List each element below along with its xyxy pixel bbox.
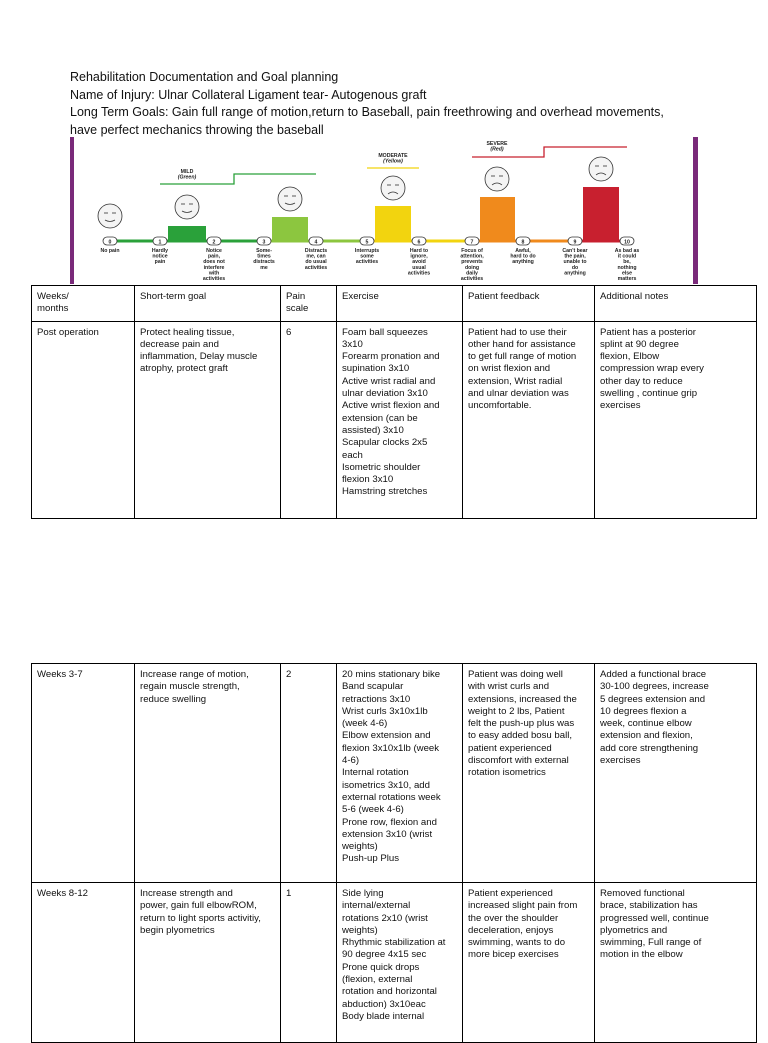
scale-description: matters [617,276,637,282]
face-outline [278,187,302,211]
scale-description: some [360,253,374,260]
face-icon [381,176,405,200]
scale-description: As bad as [614,248,640,254]
scale-bar [272,217,308,241]
scale-bar [375,206,411,241]
row-notes: Added a functional brace 30-100 degrees, increase 5 degrees extension and 10 degrees flexion a week, continue elbow extension and flexion, add core strengthening exercises [595,664,757,883]
scale-baseline-segment [417,239,474,246]
scale-description: Notice [206,248,222,254]
scale-description: attention, [460,253,484,260]
row-notes: Patient has a posterior splint at 90 degree flexion, Elbow compression wrap every other day to reduce swelling , continue grip exercises [595,321,757,518]
rehab-table-page2 [31,663,757,1043]
header-pain: Pain scale [281,286,337,322]
scale-description: activities [460,276,484,282]
pain-scale-figure [70,137,698,284]
scale-baseline-segment [365,239,421,246]
face-icon [175,195,199,219]
face-outline [98,204,122,228]
row-weeks: Post operation [32,321,135,518]
scale-description: it could [617,253,637,260]
scale-description: do usual [305,259,327,266]
row-pain: 1 [281,883,337,1043]
scale-description: activities [202,276,226,282]
scale-description: Awful, [515,248,531,254]
row-feedback: Patient had to use their other hand for assistance to get full range of motion on wrist flexion and extension, Wrist radial and ulnar deviation was uncomfortable. [463,321,595,518]
row-goal: Protect healing tissue, decrease pain and inflammation, Delay muscle atrophy, protect graft [135,321,281,518]
row-notes: Removed functional brace, stabilization has progressed well, continue plyometrics and swimming, Full range of motion in the elbow [595,883,757,1043]
scale-description: Some- [256,248,272,254]
scale-description: distracts [253,259,275,266]
scale-description: times [257,253,271,260]
scale-description: activities [304,264,328,271]
row-goal: Increase range of motion, regain muscle strength, reduce swelling [135,664,281,883]
scale-description: avoid [412,259,426,266]
scale-baseline-segment [212,239,266,246]
long-term-goals-continued: have perfect mechanics throwing the baseball [70,122,324,137]
scale-category-sub: (Red) [490,146,504,153]
scale-description: ignore, [410,253,428,260]
header-weeks: Weeks/ months [32,286,135,322]
scale-description: me, can [306,253,326,260]
row-exercise: 20 mins stationary bike Band scapular retractions 3x10 Wrist curls 3x10x1lb (week 4-6) Elbow extension and flexion 3x10x1lb (week 4-6) Internal rotation isometrics 3x10, add external rotations week 5-6 (week 4-6) Prone row, flexion and extension 3x10 (wrist weights) Push-up Plus [337,664,463,883]
scale-number: 0 [108,239,112,246]
scale-baseline-segment [470,239,525,246]
long-term-goals: Long Term Goals: Gain full range of motion,return to Baseball, pain freethrowing and overhead movements, [70,105,664,119]
scale-description: pain, [207,253,221,260]
scale-baseline-segment [521,239,577,246]
face-outline [381,176,405,200]
scale-number: 10 [624,239,630,246]
scale-number: 9 [573,239,577,246]
scale-description: anything [564,270,586,277]
face-icon [485,167,509,191]
row-feedback: Patient experienced increased slight pain from the over the shoulder deceleration, enjoys swimming, wants to do more bicep exercises [463,883,595,1043]
scale-number: 3 [262,239,266,246]
row-exercise: Side lying internal/external rotations 2x10 (wrist weights) Rhythmic stabilization at 90 degree 4x15 sec Prone quick drops (flexion, external rotation and horizontal abduction) 3x10eac Body blade internal [337,883,463,1043]
scale-description: Focus of [461,248,483,254]
scale-description: pain [154,259,166,266]
scale-description: Can't bear [562,248,588,254]
scale-description: interfere [203,264,225,271]
scale-number: 7 [470,239,474,246]
scale-baseline-segment [314,239,369,246]
scale-description: unable to [563,259,587,266]
scale-baseline-segment [108,239,162,246]
scale-description: activities [407,270,431,277]
scale-number: 4 [314,239,318,246]
scale-bar [168,226,206,241]
scale-description: Distracts [304,248,328,254]
row-pain: 6 [281,321,337,518]
scale-description: activities [355,259,379,266]
scale-category-label: MILD [180,169,194,175]
scale-description: daily [466,270,478,277]
face-outline [175,195,199,219]
row-weeks: Weeks 3-7 [32,664,135,883]
scale-number: 6 [417,239,421,246]
scale-description: anything [512,259,534,266]
scale-number: 2 [212,239,216,246]
scale-description: does not [203,259,225,266]
row-weeks: Weeks 8-12 [32,883,135,1043]
row-goal: Increase strength and power, gain full elbowROM, return to light sports activitiy, begin plyometrics [135,883,281,1043]
scale-description: notice [152,253,168,260]
table-row [32,321,757,518]
header-feedback: Patient feedback [463,286,595,322]
row-exercise: Foam ball squeezes 3x10 Forearm pronation and supination 3x10 Active wrist radial and ulnar deviation 3x10 Active wrist flexion and extension (can be assisted) 3x10 Scapular clocks 2x5 each Isometric shoulder flexion 3x10 Hamstring stretches [337,321,463,518]
scale-description: be, [623,259,631,266]
pain-scale-graphic [74,137,693,284]
scale-bar [583,187,619,241]
scale-description: nothing [617,264,637,271]
scale-category-label: MODERATE [378,153,408,159]
scale-description: doing [464,264,480,271]
scale-number: 5 [365,239,369,246]
header-notes: Additional notes [595,286,757,322]
scale-description: do [571,264,579,271]
face-icon [278,187,302,211]
table-row [32,664,757,883]
table-row [32,883,757,1043]
scale-number: 8 [521,239,525,246]
scale-description: else [621,270,633,277]
face-outline [589,157,613,181]
scale-description: with [208,270,220,277]
header-exercise: Exercise [337,286,463,322]
scale-description: usual [412,264,426,271]
document-header [70,69,710,139]
scale-number: 1 [158,239,162,246]
scale-description: Hardly [151,248,169,254]
scale-description: hard to do [510,253,536,260]
scale-description: No pain [100,248,120,254]
rehab-table-page1 [31,285,757,519]
scale-description: Interrupts [354,248,380,254]
face-icon [589,157,613,181]
face-outline [485,167,509,191]
scale-description: the pain, [564,253,586,260]
header-goal: Short-term goal [135,286,281,322]
document-title: Rehabilitation Documentation and Goal planning [70,70,339,84]
scale-baseline-segment [262,239,318,246]
injury-name: Name of Injury: Ulnar Collateral Ligament tear- Autogenous graft [70,87,427,102]
row-pain: 2 [281,664,337,883]
scale-description: Hard to [409,248,429,254]
scale-baseline-segment [158,239,216,246]
table-header-row [32,286,757,322]
row-feedback: Patient was doing well with wrist curls and extensions, increased the weight to 2 lbs, Patient felt the push-up plus was to easy added bosu ball, patient experienced discomfort with external rotation isometrics [463,664,595,883]
scale-bar [480,197,515,241]
scale-category-label: SEVERE [486,141,508,147]
scale-description: prevents [461,259,483,266]
scale-description: me [260,264,268,271]
scale-category-sub: (Green) [177,174,197,181]
face-icon [98,204,122,228]
scale-category-sub: (Yellow) [383,158,403,165]
